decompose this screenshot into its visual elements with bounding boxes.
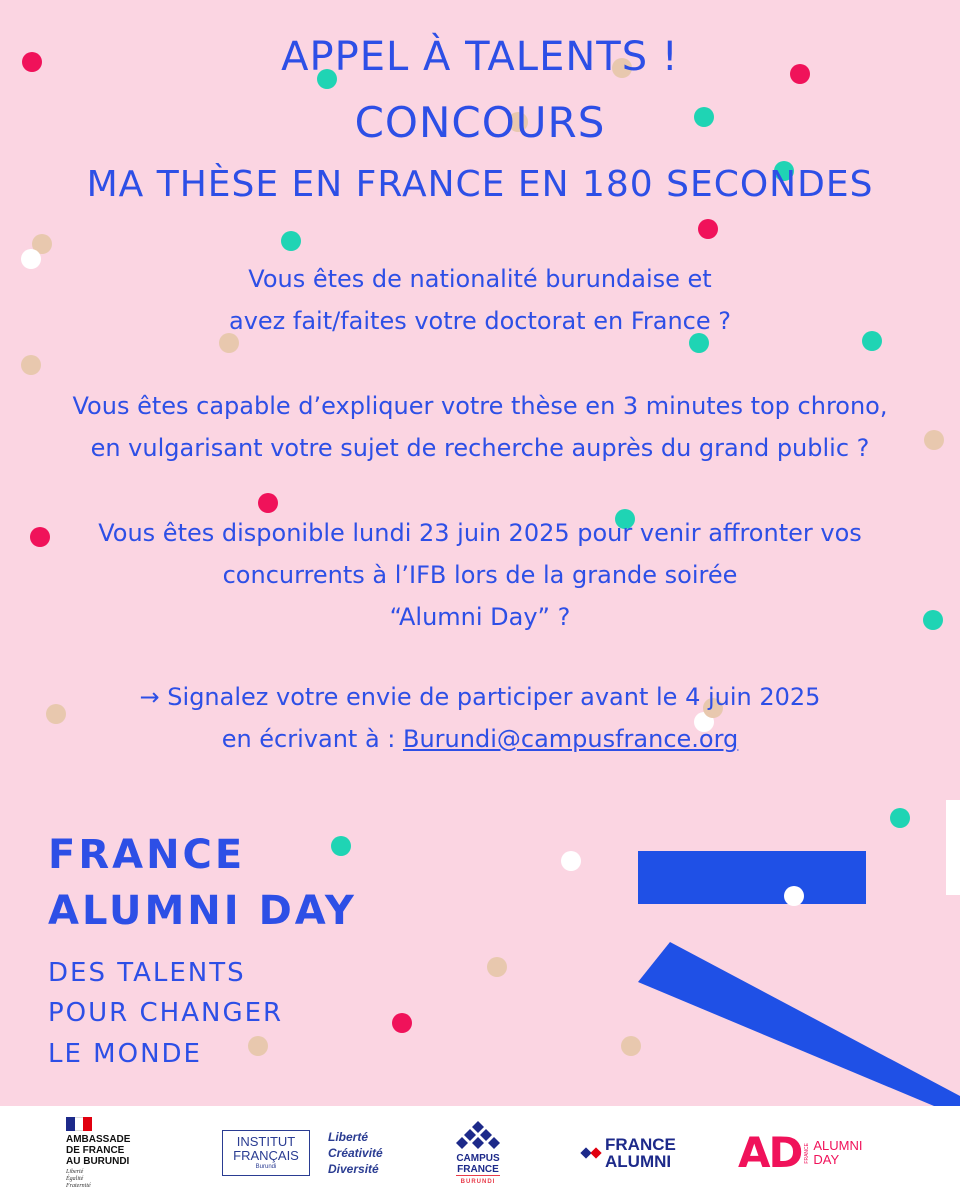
paragraph-nationality: [0, 258, 960, 342]
tagline-line: LE MONDE: [48, 1039, 202, 1069]
alumni-day-vertical: FRANCE: [804, 1142, 811, 1164]
text-line: → Signalez votre envie de participer avant le 4 juin 2025: [139, 683, 821, 711]
text-line: AU BURUNDI: [66, 1155, 130, 1167]
text-line: Diversité: [328, 1162, 379, 1176]
heading-subtitle: MA THÈSE EN FRANCE EN 180 SECONDES: [86, 164, 874, 205]
text-line: Liberté: [66, 1168, 84, 1175]
brand-alumni-day: ALUMNI DAY: [48, 888, 357, 934]
campus-name: [456, 1153, 499, 1188]
logo-alumni-day: [738, 1106, 863, 1200]
paragraph-availability: [0, 512, 960, 638]
text-line: FRANCE: [605, 1135, 676, 1154]
text-line: Vous êtes disponible lundi 23 juin 2025 pour venir affronter vos: [98, 519, 862, 547]
text-line: FRANÇAIS: [233, 1148, 299, 1163]
text-line: CAMPUS: [456, 1152, 500, 1164]
text-line: Fraternité: [66, 1182, 91, 1189]
logo-france-alumni: [582, 1106, 676, 1200]
text-line: Vous êtes de nationalité burundaise et: [248, 265, 712, 293]
text-line: ALUMNI: [813, 1138, 863, 1153]
paragraph-explain: [0, 385, 960, 469]
brand-france: FRANCE: [48, 832, 246, 878]
alumni-day-mark: AD: [738, 1128, 802, 1177]
heading-concours: CONCOURS: [354, 98, 606, 147]
text-line: en vulgarisant votre sujet de recherche auprès du grand public ?: [90, 434, 870, 462]
text-line: concurrents à l’IFB lors de la grande soirée: [222, 561, 738, 589]
french-flag-icon: [66, 1117, 92, 1131]
institut-motto: [328, 1129, 383, 1177]
text-line: ALUMNI: [605, 1152, 672, 1171]
tagline-line: POUR CHANGER: [48, 998, 284, 1028]
text-line: Égalité: [66, 1175, 84, 1182]
tagline-line: DES TALENTS: [48, 958, 246, 988]
text-line: AMBASSADE: [66, 1133, 131, 1145]
logo-ambassade: [66, 1106, 130, 1200]
campus-france-icon: [448, 1119, 508, 1153]
text-line: avez fait/faites votre doctorat en France ?: [229, 307, 731, 335]
text-line: [0, 718, 960, 760]
france-alumni-name: [605, 1136, 676, 1170]
footer-logos: [0, 1106, 960, 1200]
diamond-icon: [582, 1149, 602, 1157]
ambassade-motto: [66, 1169, 91, 1190]
text-line: Créativité: [328, 1146, 383, 1160]
campus-sub: BURUNDI: [456, 1175, 499, 1188]
text-line: Vous êtes capable d’expliquer votre thèse en 3 minutes top chrono,: [72, 392, 888, 420]
text-line: DAY: [813, 1152, 840, 1167]
paragraph-cta: [0, 676, 960, 760]
text-line: FRANCE: [457, 1163, 499, 1175]
text-line: DE FRANCE: [66, 1144, 125, 1156]
logo-institut-francais: [222, 1106, 383, 1200]
text-line: “Alumni Day” ?: [389, 603, 571, 631]
email-link[interactable]: Burundi@campusfrance.org: [403, 725, 739, 753]
confetti-dot: [784, 886, 804, 906]
alumni-day-name: [813, 1139, 862, 1167]
text-line: Liberté: [328, 1130, 369, 1144]
ambassade-name: [66, 1134, 130, 1167]
institut-sub: Burundi: [255, 1164, 277, 1170]
text-line: INSTITUT: [236, 1134, 296, 1149]
heading-appel: APPEL À TALENTS !: [281, 34, 679, 80]
email-prefix: en écrivant à :: [221, 725, 403, 753]
logo-campus-france: [448, 1106, 508, 1200]
institut-box: [222, 1130, 310, 1176]
